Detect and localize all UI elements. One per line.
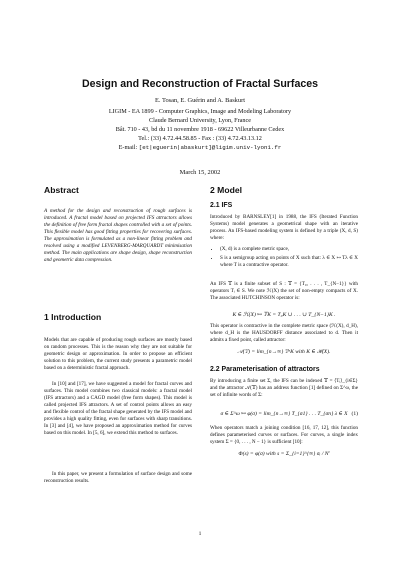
paper-title: Design and Reconstruction of Fractal Surfaces (81, 78, 319, 90)
parameterisation-heading: 2.2 Parameterisation of attractors (210, 366, 320, 373)
equation-curve-parameter: Φ(s) = φ(σ) with s = Σ_{i=1}^{∞} σᵢ / Nⁱ (238, 451, 330, 457)
ifs-paragraph: An IFS 𝕋 is a finite subset of S : 𝕋 = {T₀, . . . , T_{N−1}} with operators Tᵢ ∈ S. We note ℋ(X) the set of non-empty compacts of X. The associated HUTCHINSON operator is: (210, 281, 358, 302)
date: March 15, 2002 (179, 169, 221, 176)
parameterisation-paragraph: By introducing a finite set Σ, the IFS can be indexed 𝕋 = ⟨Tᵢ⟩_{i∈Σ} and the attractor 𝒜(𝕋) has an address function [1] defined on Σ^ω, the set of infinite words of Σ: (210, 378, 358, 399)
parameterisation-paragraph: When operators match a joining condition [16, 17, 12], this function defines parameterised curves or surfaces. For curves, a single index system Σ = {0, . . . , N − 1} is sufficient [10]: (210, 425, 358, 446)
ifs-paragraph: This operator is contractive in the complete metric space (ℋ(X), d_H), where d_H is the HAUSDORFF distance associated to d. Then it admits a fixed point, called attractor: (210, 323, 358, 344)
introduction-paragraph: In [10] and [17], we have suggested a model for fractal curves and surfaces. This model combines two classical models: a fractal model (IFS attractors) and a CAGD model (free form shapes). This model is called projected IFS attractors. A set of control points allows an easy and flexible control of the fractal shape generated by the IFS model and provides a high quality fitting, even for surfaces with sharp transitions. In [3] and [4], we have proposed an approximation method for curves based on this model. In [5, 6], we extend this method to surfaces. (44, 381, 192, 437)
affiliation-line: Claude Bernard University, Lyon, France (148, 116, 251, 124)
abstract-text: A method for the design and reconstruction of rough surfaces is introduced. A fractal model based on projected IFS attractors allows the definition of free form fractal shapes controlled with a set of points. This flexible model has good fitting properties for recovering surfaces. The approximation is formulated as a non-linear fitting problem and resolved using a modified LEVENBERG-MARQUARDT minimisation method. The main applications are shape design, shape reconstruction and geometric data compression. (44, 208, 192, 264)
equation-number: (1) (351, 411, 358, 417)
introduction-heading: 1 Introduction (44, 312, 102, 322)
email-address[interactable]: [et|eguerin|abaskurt]@ligim.univ-lyon1.fr (138, 143, 282, 151)
model-heading: 2 Model (210, 185, 242, 195)
authors: E. Tosan, E. Guérin and A. Baskurt (155, 97, 245, 104)
ifs-heading: 2.1 IFS (210, 202, 233, 209)
affiliation (0, 108, 400, 153)
bullet-item: • S is a semigroup acting on points of X such that: λ ∈ X ↦ Tλ ∈ X where T is a contractive operator. (220, 255, 358, 269)
email-line (0, 144, 400, 153)
page-number: 1 (198, 531, 202, 537)
bullet-item: • (X, d) is a complete metric space, (220, 246, 358, 253)
affiliation-line: LIGIM - EA 1899 - Computer Graphics, Image and Modeling Laboratory (108, 108, 292, 115)
affiliation-line: Tel.: (33) 4.72.44.58.85 - Fax : (33) 4.72.43.13.12 (138, 134, 262, 142)
abstract-heading: Abstract (44, 185, 79, 195)
email-label: E-mail: (118, 143, 139, 151)
introduction-paragraph: In this paper, we present a formulation of surface design and some reconstruction results. (44, 471, 192, 485)
equation-hutchinson: K ∈ ℋ(X) ↦ 𝕋K = T₀K ∪ . . . ∪ T_{N−1}K . (232, 312, 336, 318)
equation-attractor: 𝒜(𝕋) = lim_{n→∞} 𝕋ⁿK with K ∈ ℋ(X). (237, 349, 331, 355)
equation-address-body: σ ∈ Σ^ω ↦ φ(σ) = lim_{n→∞} T_{σ1} . . . T_{σn} λ ∈ X (220, 411, 348, 417)
equation-address-function (210, 411, 358, 417)
introduction-paragraph: Models that are capable of producing rough surfaces are mostly based on random processes. This is the reason why they are not suitable for geometric design or approximation. In order to propose an efficient solution to this problem, the current study presents a parametric model based on a deterministic fractal approach. (44, 337, 192, 372)
ifs-bullets (210, 246, 358, 271)
ifs-paragraph: Introduced by BARNSLEY[1] in 1988, the IFS (Iterated Function Systems) model generates a geometrical shape with an iterative process. An IFS-based modeling system is defined by a triple (X, d, S) where: (210, 214, 358, 242)
affiliation-line: Bât. 710 - 43, bd du 11 novembre 1918 - 69622 Villeurbanne Cedex (115, 125, 285, 133)
